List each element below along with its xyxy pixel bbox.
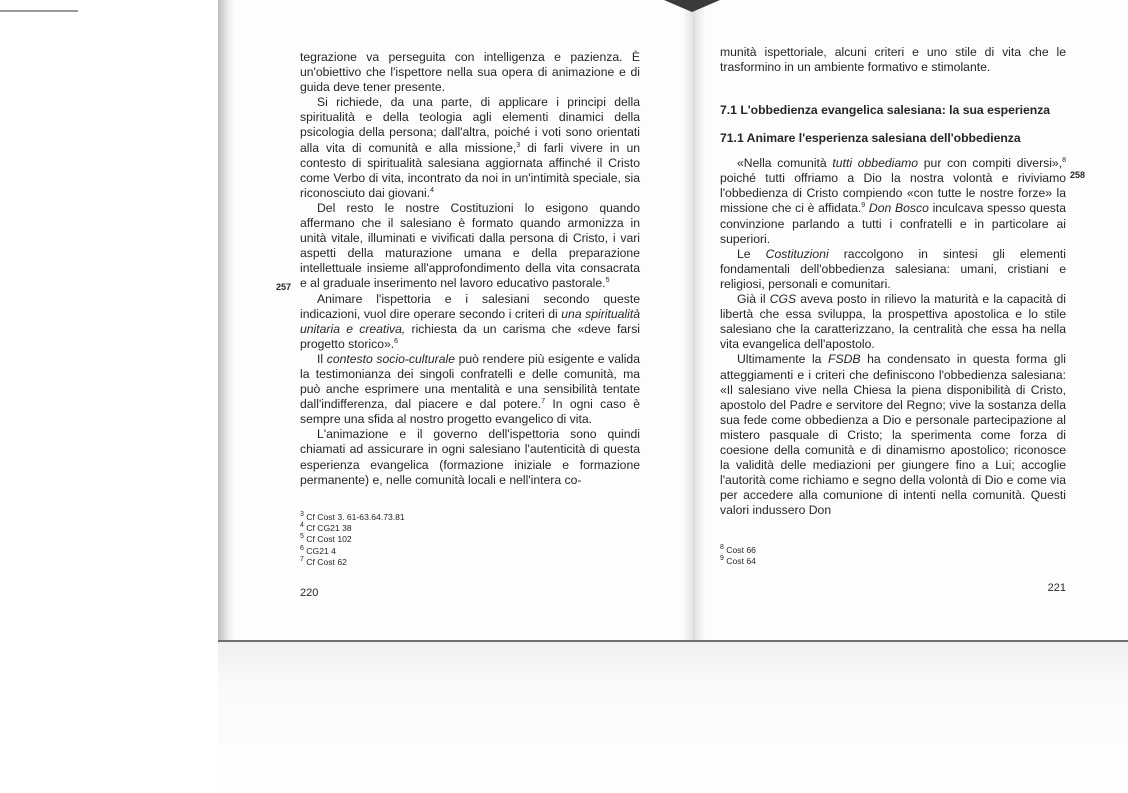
left-paragraph-2: Si richiede, da una parte, di applicare i principi della spiritualità e della teologia agli elementi dinamici della psicologia della persona; dall'altra, poiché i voti sono orientati alla vita di comunità e alla missione,$^3$ di farli vivere in un contesto di spiritualità salesiana aggiornata affinché il Cristo come Verbo di vita, incontrato da noi in un'intimità speciale, sia riconosciuto dai giovani.$^4$ (300, 95, 641, 200)
table-surface (218, 642, 1128, 793)
book-gutter (682, 0, 706, 642)
page-edge-shadow (218, 0, 234, 642)
page-number-left: 220 (300, 587, 319, 599)
margin-number-right: 258 (1070, 170, 1086, 180)
margin-number-left: 257 (276, 282, 292, 292)
left-page-body (300, 50, 640, 488)
left-paragraph-1: tegrazione va perseguita con intelligenza e pazienza. È un'obiettivo che l'ispettore nella sua opera di animazione e di guida deve tener presente. (300, 50, 640, 95)
footnote: $^8$ Cost 66 (720, 544, 756, 555)
footnote: $^5$ Cf Cost 102 (300, 533, 352, 545)
right-paragraph-3: Già il CGS aveva posto in rilievo la maturità e la capacità di libertà che essa sviluppa, la prospettiva apostolica e lo stile salesiano che la caratterizzano, la centralità che essa ha nella vita evangelica dell'apostolo. (720, 292, 1067, 352)
subsection-title: 71.1 Animare l'esperienza salesiana dell'obbedienza (720, 131, 1021, 146)
footnote: $^3$ Cf Cost 3. 61-63.64.73.81 (300, 511, 405, 522)
footnote: $^6$ CG21 4 (300, 544, 336, 556)
left-paragraph-3: Del resto le nostre Costituzioni lo esigono quando affermano che il salesiano è formato quando armonizza in unità vitale, illuminati e vivificati dalla persona di Cristo, i vari aspetti della maturazione umana e della preparazione intellettuale insieme all'approfondimento della vita consacrata e al graduale inserimento nel lavoro educativo pastorale.$^5$ (300, 200, 640, 291)
footnote: $^9$ Cost 64 (720, 555, 756, 567)
scan-edge-line (0, 10, 78, 12)
right-paragraph-1: «Nella comunità tutti obbediamo pur con compiti diversi»,$^8$ poiché tutti offriamo a Dio la nostra volontà e riviviamo l'obbedienza di Cristo compiendo «con tutte le nostre forze» la missione che ci è affidata.$^9$ Don Bosco inculcava spesso questa convinzione parlando a tutti i confratelli e in particolare ai superiori. (720, 156, 1067, 246)
right-intro-paragraph: munità ispettoriale, alcuni criteri e uno stile di vita che le trasformino in un ambiente formativo e stimolante. (720, 45, 1066, 75)
section-title: 7.1 L'obbedienza evangelica salesiana: la sua esperienza (720, 103, 1051, 118)
right-page-body (720, 45, 1066, 518)
left-paragraph-6: L'animazione e il governo dell'ispettoria sono quindi chiamati ad assicurare in ogni salesiano l'autenticità di questa esperienza evangelica (formazione iniziale e formazione permanente) e, nelle comunità locali e nell'intera co- (300, 427, 640, 487)
footnote: $^4$ Cf CG21 38 (300, 522, 352, 534)
gutter-marker (664, 0, 720, 12)
right-paragraph-4: Ultimamente la FSDB ha condensato in questa forma gli atteggiamenti e i criteri che definiscono l'obbedienza salesiana: «Il salesiano vive nella Chiesa la piena disponibilità di Cristo, apostolo del Padre e servitore del Regno; vive la sostanza della sua fede come obbedienza a Dio e personale partecipazione al mistero pasquale di Cristo; la sperimenta come forza di coesione della comunità e di dinamismo apostolico; riconosce la validità delle mediazioni per giungere fino a Lui; accoglie l'autorità come richiamo e segno della volontà di Dio e come via per accedere alla comunione di intenti nella comunità. Questi valori indussero Don (720, 352, 1066, 518)
right-footnotes (720, 545, 756, 567)
right-paragraph-2: Le Costituzioni raccolgono in sintesi gli elementi fondamentali dell'obbedienza salesiana: umani, cristiani e religiosi, personali e comunitari. (720, 246, 1067, 291)
page-number-right: 221 (1047, 582, 1066, 594)
left-paragraph-4: Animare l'ispettoria e i salesiani secondo queste indicazioni, vuol dire operare secondo i criteri di una spiritualità unitaria e creativa, richiesta da un carisma che «deve farsi progetto storico».$^6$ (300, 291, 640, 351)
left-footnotes (300, 512, 405, 568)
footnote: $^7$ Cf Cost 62 (300, 555, 347, 567)
left-paragraph-5: Il contesto socio-culturale può rendere più esigente e valida la testimonianza dei singoli confratelli e delle comunità, ma può anche esprimere una mentalità e una sensibilità tentate dall'indifferenza, dal piacere e dal potere.$^7$ In ogni caso è sempre una sfida al nostro progetto evangelico di vita. (300, 351, 641, 427)
